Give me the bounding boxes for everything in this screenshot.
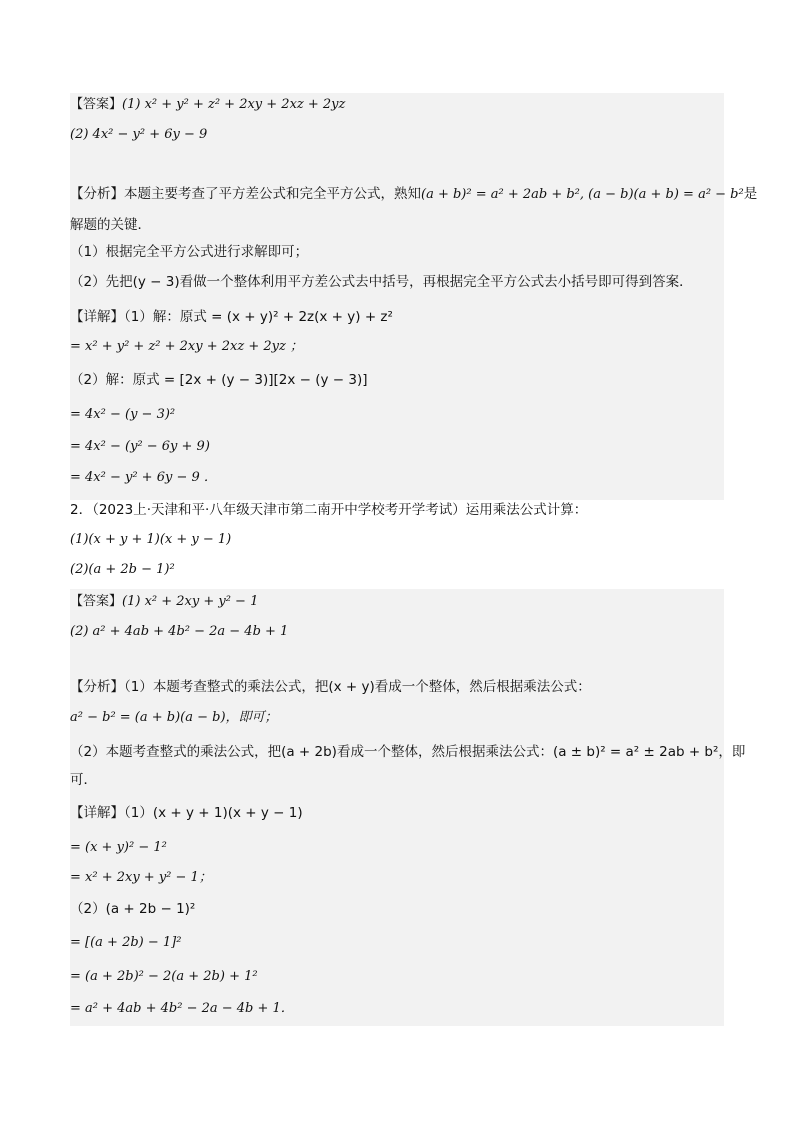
analysis2-label: 【分析】 xyxy=(70,679,124,695)
detail2-line-2b xyxy=(70,931,724,955)
detail2-2c-text: = (a + 2b)² − 2(a + 2b) + 1² xyxy=(70,969,258,984)
analysis2-line-1b xyxy=(70,706,724,730)
detail-line-2d xyxy=(70,466,724,490)
analysis2-line-2b: 可． xyxy=(70,772,97,788)
detail-line-2b xyxy=(70,403,724,427)
answer2-line-1 xyxy=(70,590,724,614)
detail2-1b-text: = (x + y)² − 1² xyxy=(70,840,167,855)
analysis2-line-1 xyxy=(70,675,724,699)
detail2-2d-text: = a² + 4ab + 4b² − 2a − 4b + 1． xyxy=(70,1001,294,1016)
answer-label: 【答案】 xyxy=(70,97,123,112)
detail-line-1a xyxy=(70,305,724,329)
detail-2d-text: = 4x² − y² + 6y − 9 ． xyxy=(70,470,217,485)
detail-line-1b xyxy=(70,335,724,359)
analysis2-1-text: （1）本题考查整式的乘法公式，把(x + y)看成一个整体，然后根据乘法公式： xyxy=(124,679,591,695)
detail-2b-text: = 4x² − (y − 3)² xyxy=(70,407,176,422)
answer2-label: 【答案】 xyxy=(70,594,123,609)
analysis2-1b-text: a² − b² = (a + b)(a − b)，即可； xyxy=(70,710,278,725)
analysis-text-b: 是 xyxy=(743,186,758,202)
analysis-text-a: 本题主要考查了平方差公式和完全平方公式，熟知 xyxy=(124,186,421,202)
detail-1b-text: = x² + y² + z² + 2xy + 2xz + 2yz ； xyxy=(70,339,303,354)
analysis-line-2: 解题的关键． xyxy=(70,217,151,233)
detail2-line-1a xyxy=(70,801,724,825)
analysis-step-1: （1）根据完全平方公式进行求解即可； xyxy=(70,244,309,260)
detail2-line-2a: （2）(a + 2b − 1)² xyxy=(70,901,196,917)
detail2-label: 【详解】 xyxy=(70,805,124,821)
detail-line-2c xyxy=(70,435,724,459)
question-2-part-2-text: (2)(a + 2b − 1)² xyxy=(70,562,175,577)
analysis2-line-2: （2）本题考查整式的乘法公式，把(a + 2b)看成一个整体，然后根据乘法公式：(a ± b)² = a² ± 2ab + b²，即 xyxy=(70,744,746,760)
answer-1-text: (1) x² + y² + z² + 2xy + 2xz + 2yz xyxy=(122,97,346,112)
detail-line-2a: （2）解：原式 = [2x + (y − 3)][2x − (y − 3)] xyxy=(70,372,368,388)
detail2-line-1c xyxy=(70,866,724,890)
answer2-1-text: (1) x² + 2xy + y² − 1 xyxy=(122,594,259,609)
analysis-label: 【分析】 xyxy=(70,186,124,202)
answer-2-text: (2) 4x² − y² + 6y − 9 xyxy=(70,127,208,142)
answer2-line-2 xyxy=(70,620,724,644)
detail-2c-text: = 4x² − (y² − 6y + 9) xyxy=(70,439,210,454)
analysis-formula: (a + b)² = a² + 2ab + b², (a − b)(a + b) = a² − b² xyxy=(421,187,744,202)
answer-line-2 xyxy=(70,123,724,147)
analysis-step-2: （2）先把(y − 3)看做一个整体利用平方差公式去中括号，再根据完全平方公式去小括号即可得到答案． xyxy=(70,274,693,290)
question-2-part-1-text: (1)(x + y + 1)(x + y − 1) xyxy=(70,532,232,547)
question-2-part-2 xyxy=(70,558,724,582)
detail2-line-1b xyxy=(70,836,724,860)
analysis-line-1 xyxy=(70,182,758,206)
detail2-line-2d xyxy=(70,997,724,1021)
detail2-1a-text: （1）(x + y + 1)(x + y − 1) xyxy=(124,805,303,821)
question-2-part-1 xyxy=(70,528,724,552)
detail2-1c-text: = x² + 2xy + y² − 1； xyxy=(70,870,212,885)
detail-1a-text: （1）解：原式 = (x + y)² + 2z(x + y) + z² xyxy=(124,309,393,325)
detail-label: 【详解】 xyxy=(70,309,124,325)
question-2-stem: 2．（2023上·天津和平·八年级天津市第二南开中学校考开学考试）运用乘法公式计算： xyxy=(70,502,588,518)
detail2-2b-text: = [(a + 2b) − 1]² xyxy=(70,935,182,950)
answer2-2-text: (2) a² + 4ab + 4b² − 2a − 4b + 1 xyxy=(70,624,289,639)
answer-line-1 xyxy=(70,93,724,117)
detail2-line-2c xyxy=(70,965,724,989)
